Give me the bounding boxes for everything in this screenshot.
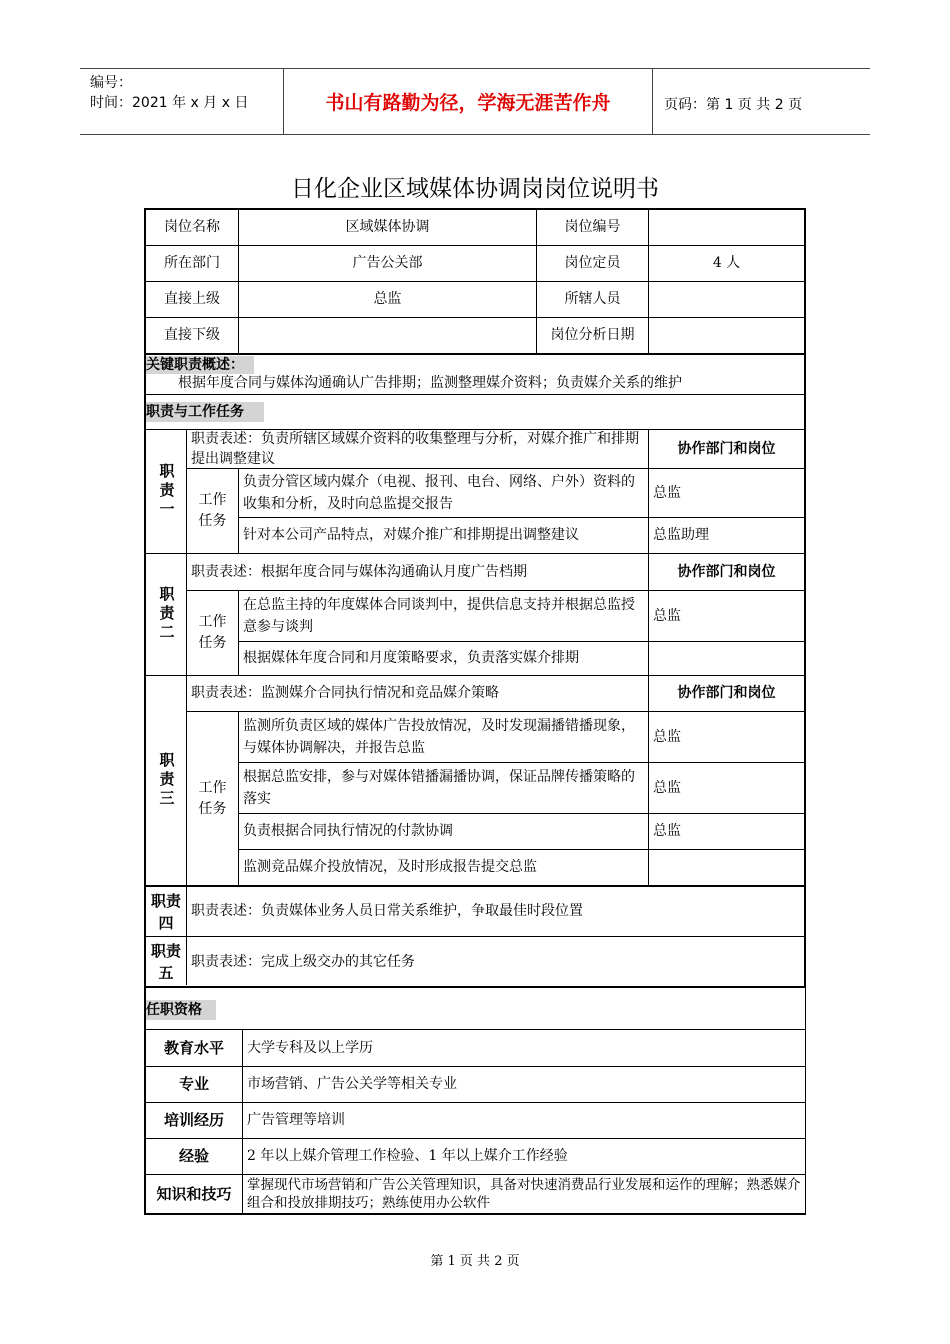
document-title: 日化企业区域媒体协调岗岗位说明书 — [291, 176, 659, 202]
header-page-label: 页码：第 1 页 共 2 页 — [664, 97, 803, 113]
duty1-task-1-coop: 总监 — [653, 484, 681, 501]
duty3-task-1-coop: 总监 — [653, 728, 681, 745]
duty2-task-label: 工作任务 — [198, 614, 227, 651]
direct-sub-value — [239, 318, 536, 353]
table-rule — [144, 353, 805, 355]
duty3-task-3-coop: 总监 — [653, 823, 681, 839]
qualifications-heading: 任职资格 — [146, 1000, 216, 1020]
duty1-desc: 职责表述：负责所辖区域媒介资料的收集整理与分析，对媒介推广和排期提出调整建议 — [191, 431, 639, 467]
duty3-task-1: 监测所负责区域的媒体广告投放情况，及时发现漏播错播现象，与媒体协调解决，并报告总监 — [243, 718, 635, 756]
duty2-label: 职责二 — [157, 586, 176, 643]
page-footer: 第 1 页 共 2 页 — [430, 1254, 520, 1269]
duty2-task-2-coop — [649, 642, 804, 675]
duty3-coop-header: 协作部门和岗位 — [677, 685, 776, 701]
duty2-task-2: 根据媒体年度合同和月度策略要求，负责落实媒介排期 — [243, 650, 579, 666]
superior-label: 直接上级 — [164, 291, 220, 307]
dept-label: 所在部门 — [164, 255, 220, 271]
duty4-desc: 职责表述：负责媒体业务人员日常关系维护，争取最佳时段位置 — [191, 903, 583, 919]
duty2-desc: 职责表述：根据年度合同与媒体沟通确认月度广告档期 — [191, 563, 527, 580]
header-divider — [652, 68, 653, 135]
quota-value: 4 人 — [712, 255, 741, 271]
duty2-task-1: 在总监主持的年度媒体合同谈判中，提供信息支持并根据总监授意参与谈判 — [243, 597, 635, 635]
duties-heading: 职责与工作任务 — [146, 402, 264, 422]
summary-heading: 关键职责概述： — [146, 356, 254, 374]
post-name-label: 岗位名称 — [164, 219, 220, 235]
qual-experience-value: 2 年以上媒介管理工作检验、1 年以上媒介工作经验 — [247, 1148, 568, 1164]
doc-date-label: 时间：2021 年 x 月 x 日 — [90, 95, 249, 111]
duty1-coop-header: 协作部门和岗位 — [677, 440, 776, 457]
duty3-task-2: 根据总监安排，参与对媒体错播漏播协调，保证品牌传播策略的落实 — [243, 769, 635, 807]
qual-experience-label: 经验 — [178, 1147, 209, 1165]
quota-label: 岗位定员 — [564, 255, 621, 271]
post-name-value: 区域媒体协调 — [345, 219, 430, 235]
qual-education-label: 教育水平 — [163, 1038, 224, 1057]
qual-training-value: 广告管理等培训 — [247, 1112, 345, 1128]
duty3-task-3: 负责根据合同执行情况的付款协调 — [243, 823, 453, 839]
duty1-task-label: 工作任务 — [198, 492, 227, 529]
duty3-label: 职责三 — [157, 752, 176, 809]
duty2-task-1-coop: 总监 — [653, 607, 681, 624]
qual-knowledge-label: 知识和技巧 — [156, 1184, 232, 1203]
duty1-task-2: 针对本公司产品特点，对媒介推广和排期提出调整建议 — [243, 527, 579, 543]
direct-sub-label: 直接下级 — [164, 327, 220, 343]
qual-education-value: 大学专科及以上学历 — [247, 1039, 373, 1056]
table-border — [144, 1213, 806, 1215]
duty4-label: 职责四 — [150, 891, 181, 932]
qual-major-label: 专业 — [178, 1075, 209, 1093]
qual-training-label: 培训经历 — [163, 1111, 224, 1129]
header-motto: 书山有路勤为径，学海无涯苦作舟 — [325, 92, 611, 114]
table-border — [804, 208, 806, 988]
duty5-desc: 职责表述：完成上级交办的其它任务 — [191, 953, 415, 970]
duty3-task-4: 监测竞品媒介投放情况，及时形成报告提交总监 — [243, 859, 537, 875]
summary-text: 根据年度合同与媒体沟通确认广告排期；监测整理媒介资料；负责媒介关系的维护 — [178, 375, 682, 391]
table-rule — [144, 394, 805, 395]
superior-value: 总监 — [373, 291, 402, 307]
table-rule — [144, 986, 806, 988]
subordinates-label: 所辖人员 — [564, 291, 621, 307]
duty3-task-label: 工作任务 — [198, 779, 227, 817]
qual-knowledge-value: 掌握现代市场营销和广告公关管理知识，具备对快速消费品行业发展和运作的理解；熟悉媒介组合和投放排期技巧；熟练使用办公软件 — [247, 1177, 801, 1211]
duty5-label: 职责五 — [150, 942, 181, 982]
post-no-label: 岗位编号 — [564, 219, 621, 235]
analysis-date-label: 岗位分析日期 — [550, 327, 635, 343]
table-border — [805, 988, 806, 1214]
duty2-coop-header: 协作部门和岗位 — [677, 563, 776, 580]
subordinates-value — [649, 282, 804, 317]
duty3-task-4-coop — [649, 850, 804, 885]
doc-number-label: 编号： — [90, 75, 132, 91]
analysis-date-value — [649, 318, 804, 353]
duty1-task-1: 负责分管区域内媒介（电视、报刊、电台、网络、户外）资料的收集和分析，及时向总监提交报告 — [243, 474, 635, 512]
duty3-desc: 职责表述：监测媒介合同执行情况和竞品媒介策略 — [191, 685, 499, 701]
duty1-label: 职责一 — [157, 463, 176, 520]
dept-value: 广告公关部 — [352, 255, 423, 271]
qual-major-value: 市场营销、广告公关学等相关专业 — [247, 1076, 457, 1092]
post-no-value — [649, 210, 804, 245]
duty1-task-2-coop: 总监助理 — [653, 527, 709, 543]
duty3-task-2-coop: 总监 — [653, 779, 681, 796]
